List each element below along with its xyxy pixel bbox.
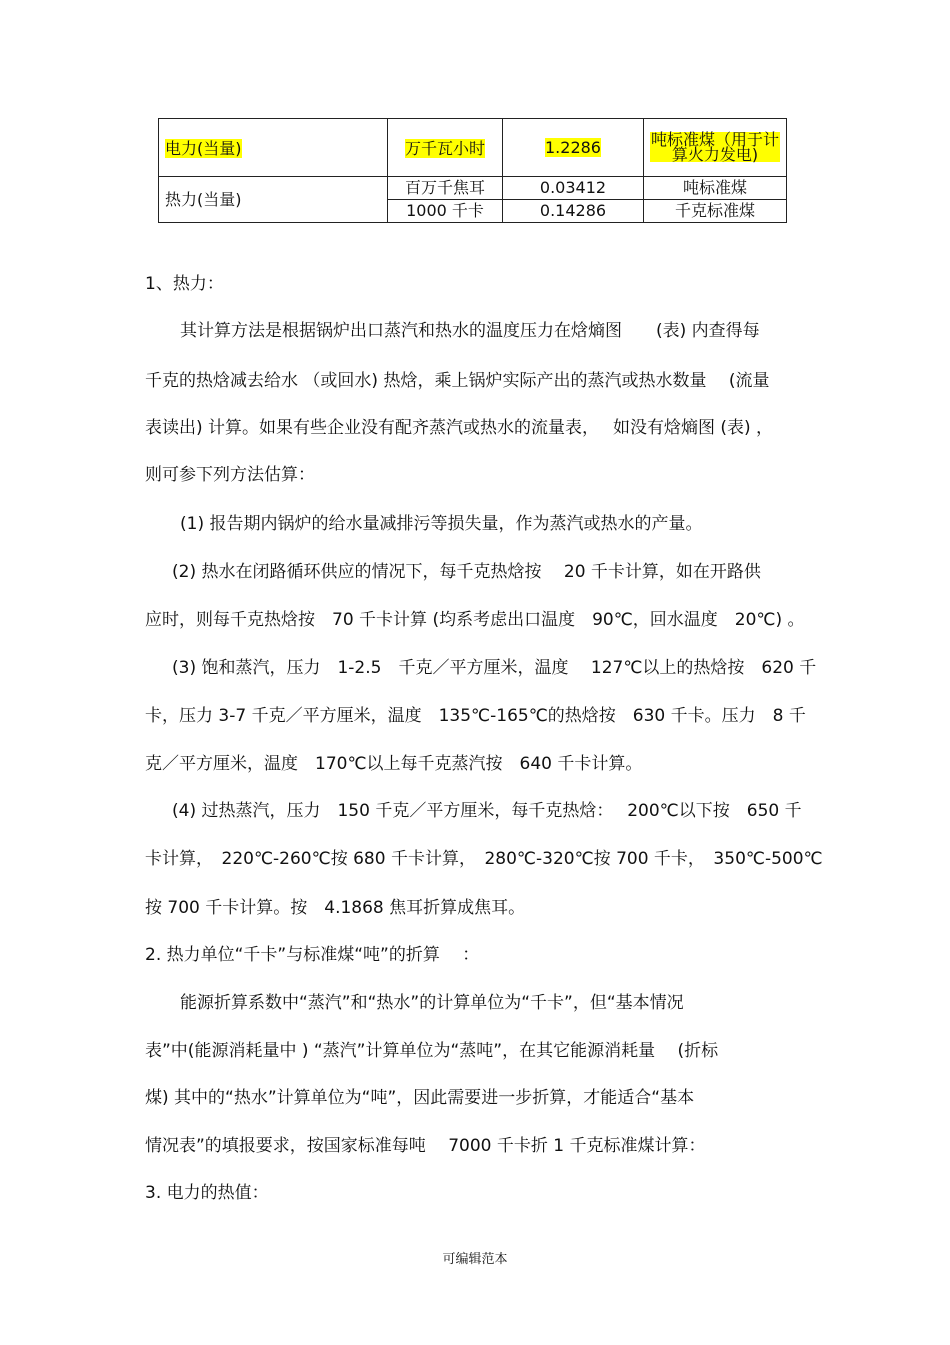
section-heading: 1、热力： — [145, 274, 224, 294]
table-cell — [159, 119, 388, 177]
text-line: (2) 热水在闭路循环供应的情况下，每千克热焓按 20 千卡计算，如在开路供 — [172, 562, 761, 582]
text-line: (4) 过热蒸汽，压力 150 千克／平方厘米，每千克热焓： 200℃以下按 650 千 — [172, 801, 802, 821]
text-line: 卡，压力 3-7 千克／平方厘米，温度 135℃-165℃的热焓按 630 千卡。压力 8 千 — [145, 706, 806, 726]
text-line: 煤) 其中的“热水”计算单位为“吨”，因此需要进一步折算，才能适合“基本 — [145, 1088, 695, 1108]
cell-text: 电力(当量) — [165, 139, 242, 158]
text-line: (3) 饱和蒸汽，压力 1-2.5 千克／平方厘米，温度 127℃以上的热焓按 620 千 — [172, 658, 817, 678]
page-footer: 可编辑范本 — [442, 1252, 508, 1267]
conversion-table — [158, 118, 787, 223]
text-line: 应时，则每千克热焓按 70 千卡计算 (均系考虑出口温度 90℃，回水温度 20℃) 。 — [145, 610, 805, 630]
table-cell — [388, 119, 503, 177]
table-row — [159, 177, 787, 200]
table-cell: 千克标准煤 — [644, 200, 787, 223]
table-cell: 0.03412 — [503, 177, 644, 200]
cell-text: 1.2286 — [545, 138, 601, 157]
table-cell: 0.14286 — [503, 200, 644, 223]
table-row — [159, 119, 787, 177]
text-line: 卡计算， 220℃-260℃按 680 千卡计算， 280℃-320℃按 700 千卡， 350℃-500℃ — [145, 849, 823, 869]
text-line: 其计算方法是根据锅炉出口蒸汽和热水的温度压力在焓熵图 (表) 内查得每 — [180, 321, 760, 341]
text-line: 表读出) 计算。如果有些企业没有配齐蒸汽或热水的流量表， 如没有焓熵图 (表) ， — [145, 418, 774, 438]
text-line: 表”中(能源消耗量中 ) “蒸汽”计算单位为“蒸吨”，在其它能源消耗量 (折标 — [145, 1041, 719, 1061]
table-cell: 吨标准煤 — [644, 177, 787, 200]
text-line: (1) 报告期内锅炉的给水量减排污等损失量，作为蒸汽或热水的产量。 — [180, 514, 703, 534]
table-cell: 1000 千卡 — [388, 200, 503, 223]
text-line: 千克的热焓减去给水 （或回水) 热焓，乘上锅炉实际产出的蒸汽或热水数量 (流量 — [145, 371, 770, 391]
text-line: 能源折算系数中“蒸汽”和“热水”的计算单位为“千卡”，但“基本情况 — [180, 993, 684, 1013]
text-line: 克／平方厘米，温度 170℃以上每千克蒸汽按 640 千卡计算。 — [145, 754, 643, 774]
text-line: 则可参下列方法估算： — [145, 465, 315, 485]
table-cell — [503, 119, 644, 177]
section-heading: 2. 热力单位“千卡”与标准煤“吨”的折算 ： — [145, 945, 480, 965]
cell-text: 万千瓦小时 — [404, 139, 485, 158]
table-cell: 热力(当量) — [159, 177, 388, 223]
text-line: 按 700 千卡计算。按 4.1868 焦耳折算成焦耳。 — [145, 898, 526, 918]
section-heading: 3. 电力的热值： — [145, 1183, 269, 1203]
text-line: 情况表”的填报要求，按国家标准每吨 7000 千卡折 1 千克标准煤计算： — [145, 1136, 706, 1156]
cell-text: 吨标准煤（用于计算火力发电) — [650, 129, 779, 164]
table-cell — [644, 119, 787, 177]
table-cell: 百万千焦耳 — [388, 177, 503, 200]
